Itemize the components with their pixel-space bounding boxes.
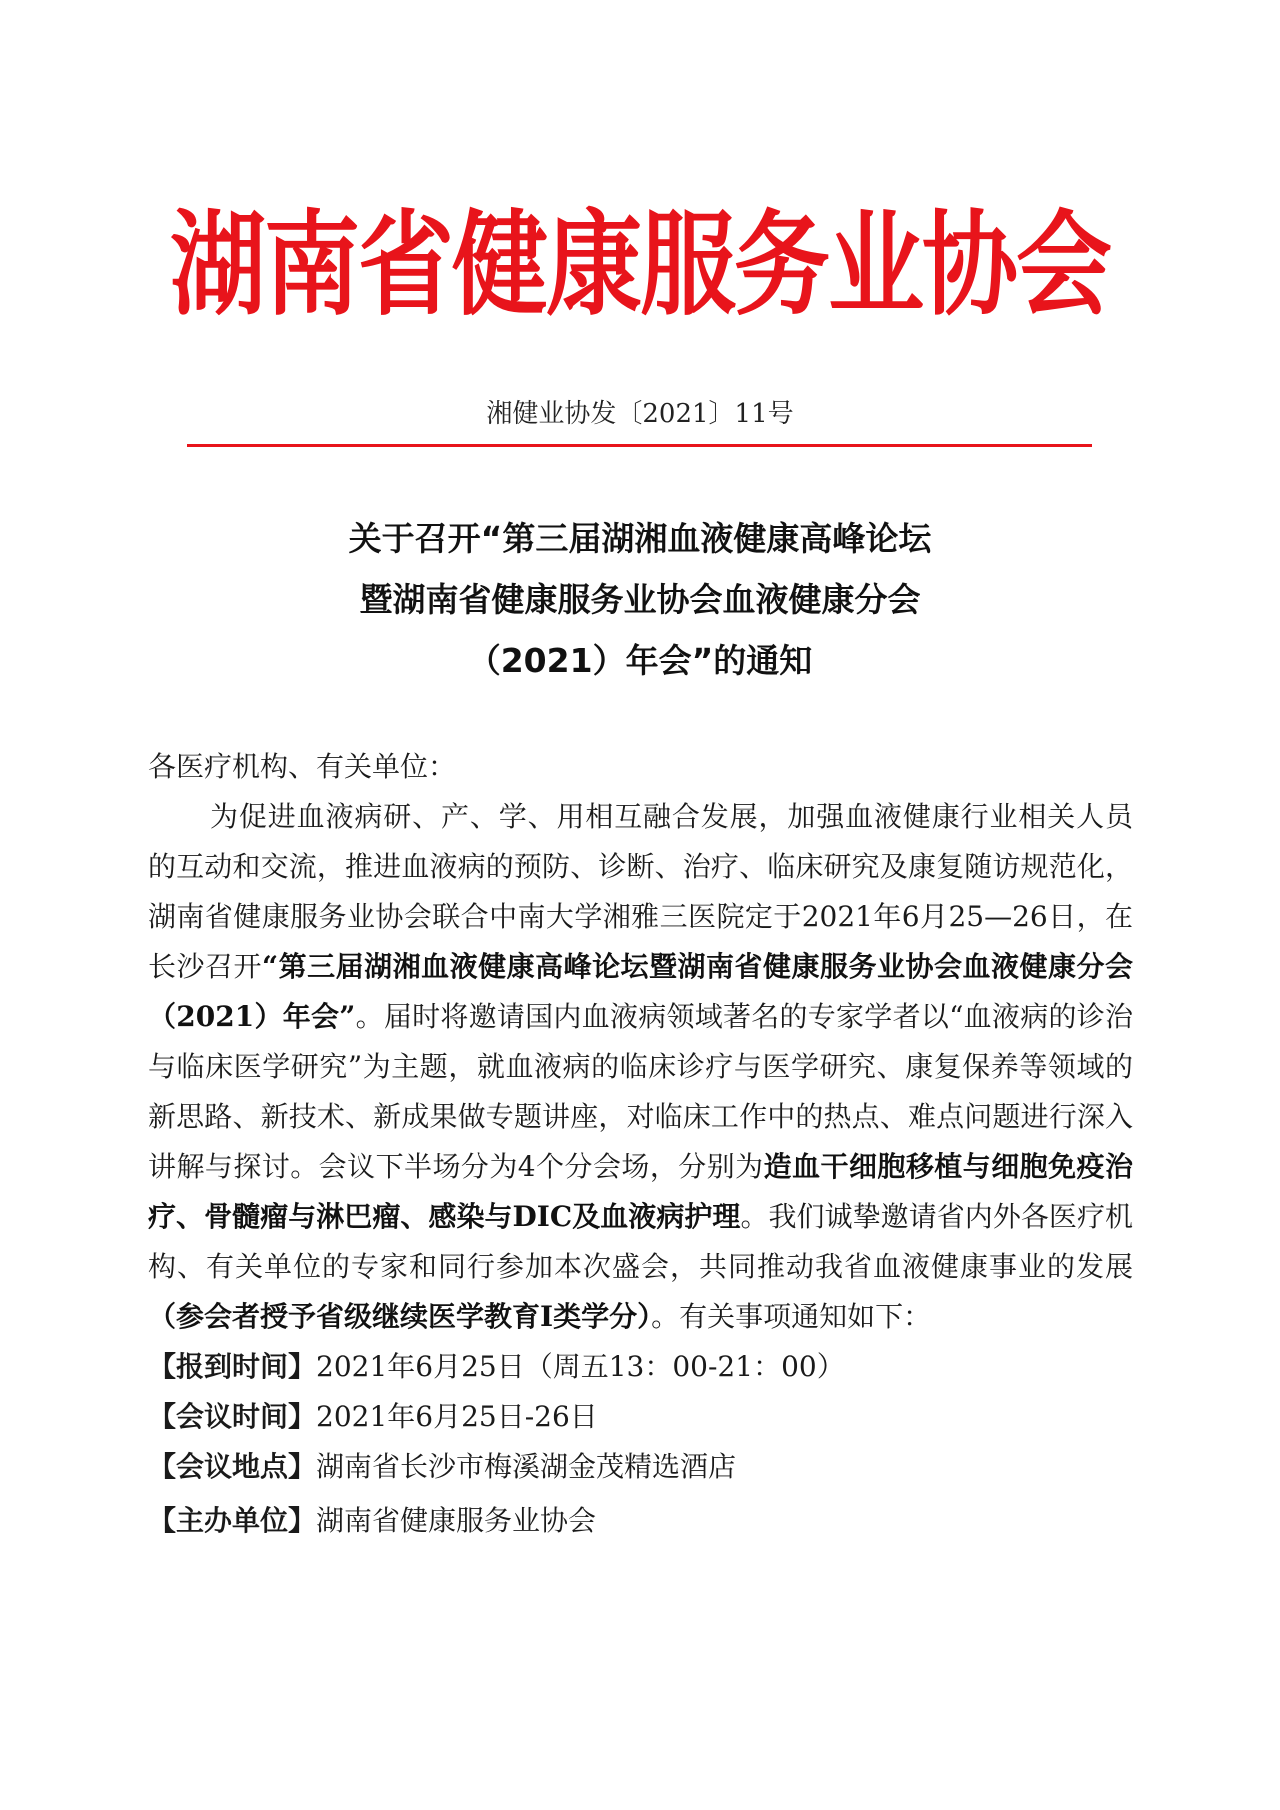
document-number: 湘健业协发〔2021〕11号 [486,399,794,429]
detail-organizer [148,1496,1133,1546]
detail-label: 【会议时间】 [148,1400,317,1433]
paragraph-text-1: 为促进血液病研、产、学、用相互融合发展，加强血液健康行业相关人员的互动和交流，推进血液病的预防、诊断、治疗、临床研究及康复随访规范化，湖南省健康服务业协会联合中南大学湘雅三医院定于2021年6月25—26日，在长沙召开 [148,800,1133,983]
detail-value: 2021年6月25日-26日 [316,1400,598,1433]
detail-value: 2021年6月25日（周五13：00-21：00） [316,1350,845,1383]
detail-value: 湖南省长沙市梅溪湖金茂精选酒店 [316,1450,737,1483]
notice-body [148,742,1133,1546]
notice-title-line-3: （2021）年会”的通知 [467,641,813,680]
organization-letterhead: 湖南省健康服务业协会 [170,197,1110,332]
detail-label: 【报到时间】 [148,1350,317,1383]
letterhead-divider [187,444,1092,447]
detail-registration-time [148,1342,1133,1392]
salutation: 各医疗机构、有关单位： [148,750,457,783]
notice-title [180,508,1100,691]
detail-meeting-time [148,1392,1133,1442]
detail-meeting-venue [148,1442,1133,1492]
paragraph-bold-sessions: 造血干细胞移植与细胞免疫治疗、骨髓瘤与淋巴瘤、感染与DIC及血液病护理 [148,1150,1133,1233]
notice-title-line-1: 关于召开“第三届湖湘血液健康高峰论坛 [348,519,932,558]
detail-label: 【会议地点】 [148,1450,317,1483]
main-paragraph [148,792,1133,1342]
paragraph-text-4: 。有关事项通知如下： [651,1300,932,1333]
paragraph-bold-event-name: “第三届湖湘血液健康高峰论坛暨湖南省健康服务业协会血液健康分会（2021）年会” [148,950,1133,1033]
detail-value: 湖南省健康服务业协会 [316,1504,597,1537]
paragraph-text-3: 。我们诚挚邀请省内外各医疗机构、有关单位的专家和同行参加本次盛会，共同推动我省血液健康事业的发展 [148,1200,1133,1283]
paragraph-text-2: 。届时将邀请国内血液病领域著名的专家学者以“血液病的诊治与临床医学研究”为主题，就血液病的临床诊疗与医学研究、康复保养等领域的新思路、新技术、新成果做专题讲座，对临床工作中的热点、难点问题进行深入讲解与探讨。会议下半场分为4个分会场，分别为 [148,1000,1133,1183]
notice-title-line-2: 暨湖南省健康服务业协会血液健康分会 [359,580,921,619]
detail-label: 【主办单位】 [148,1504,317,1537]
paragraph-bold-credits: （参会者授予省级继续医学教育Ⅰ类学分） [148,1300,652,1333]
